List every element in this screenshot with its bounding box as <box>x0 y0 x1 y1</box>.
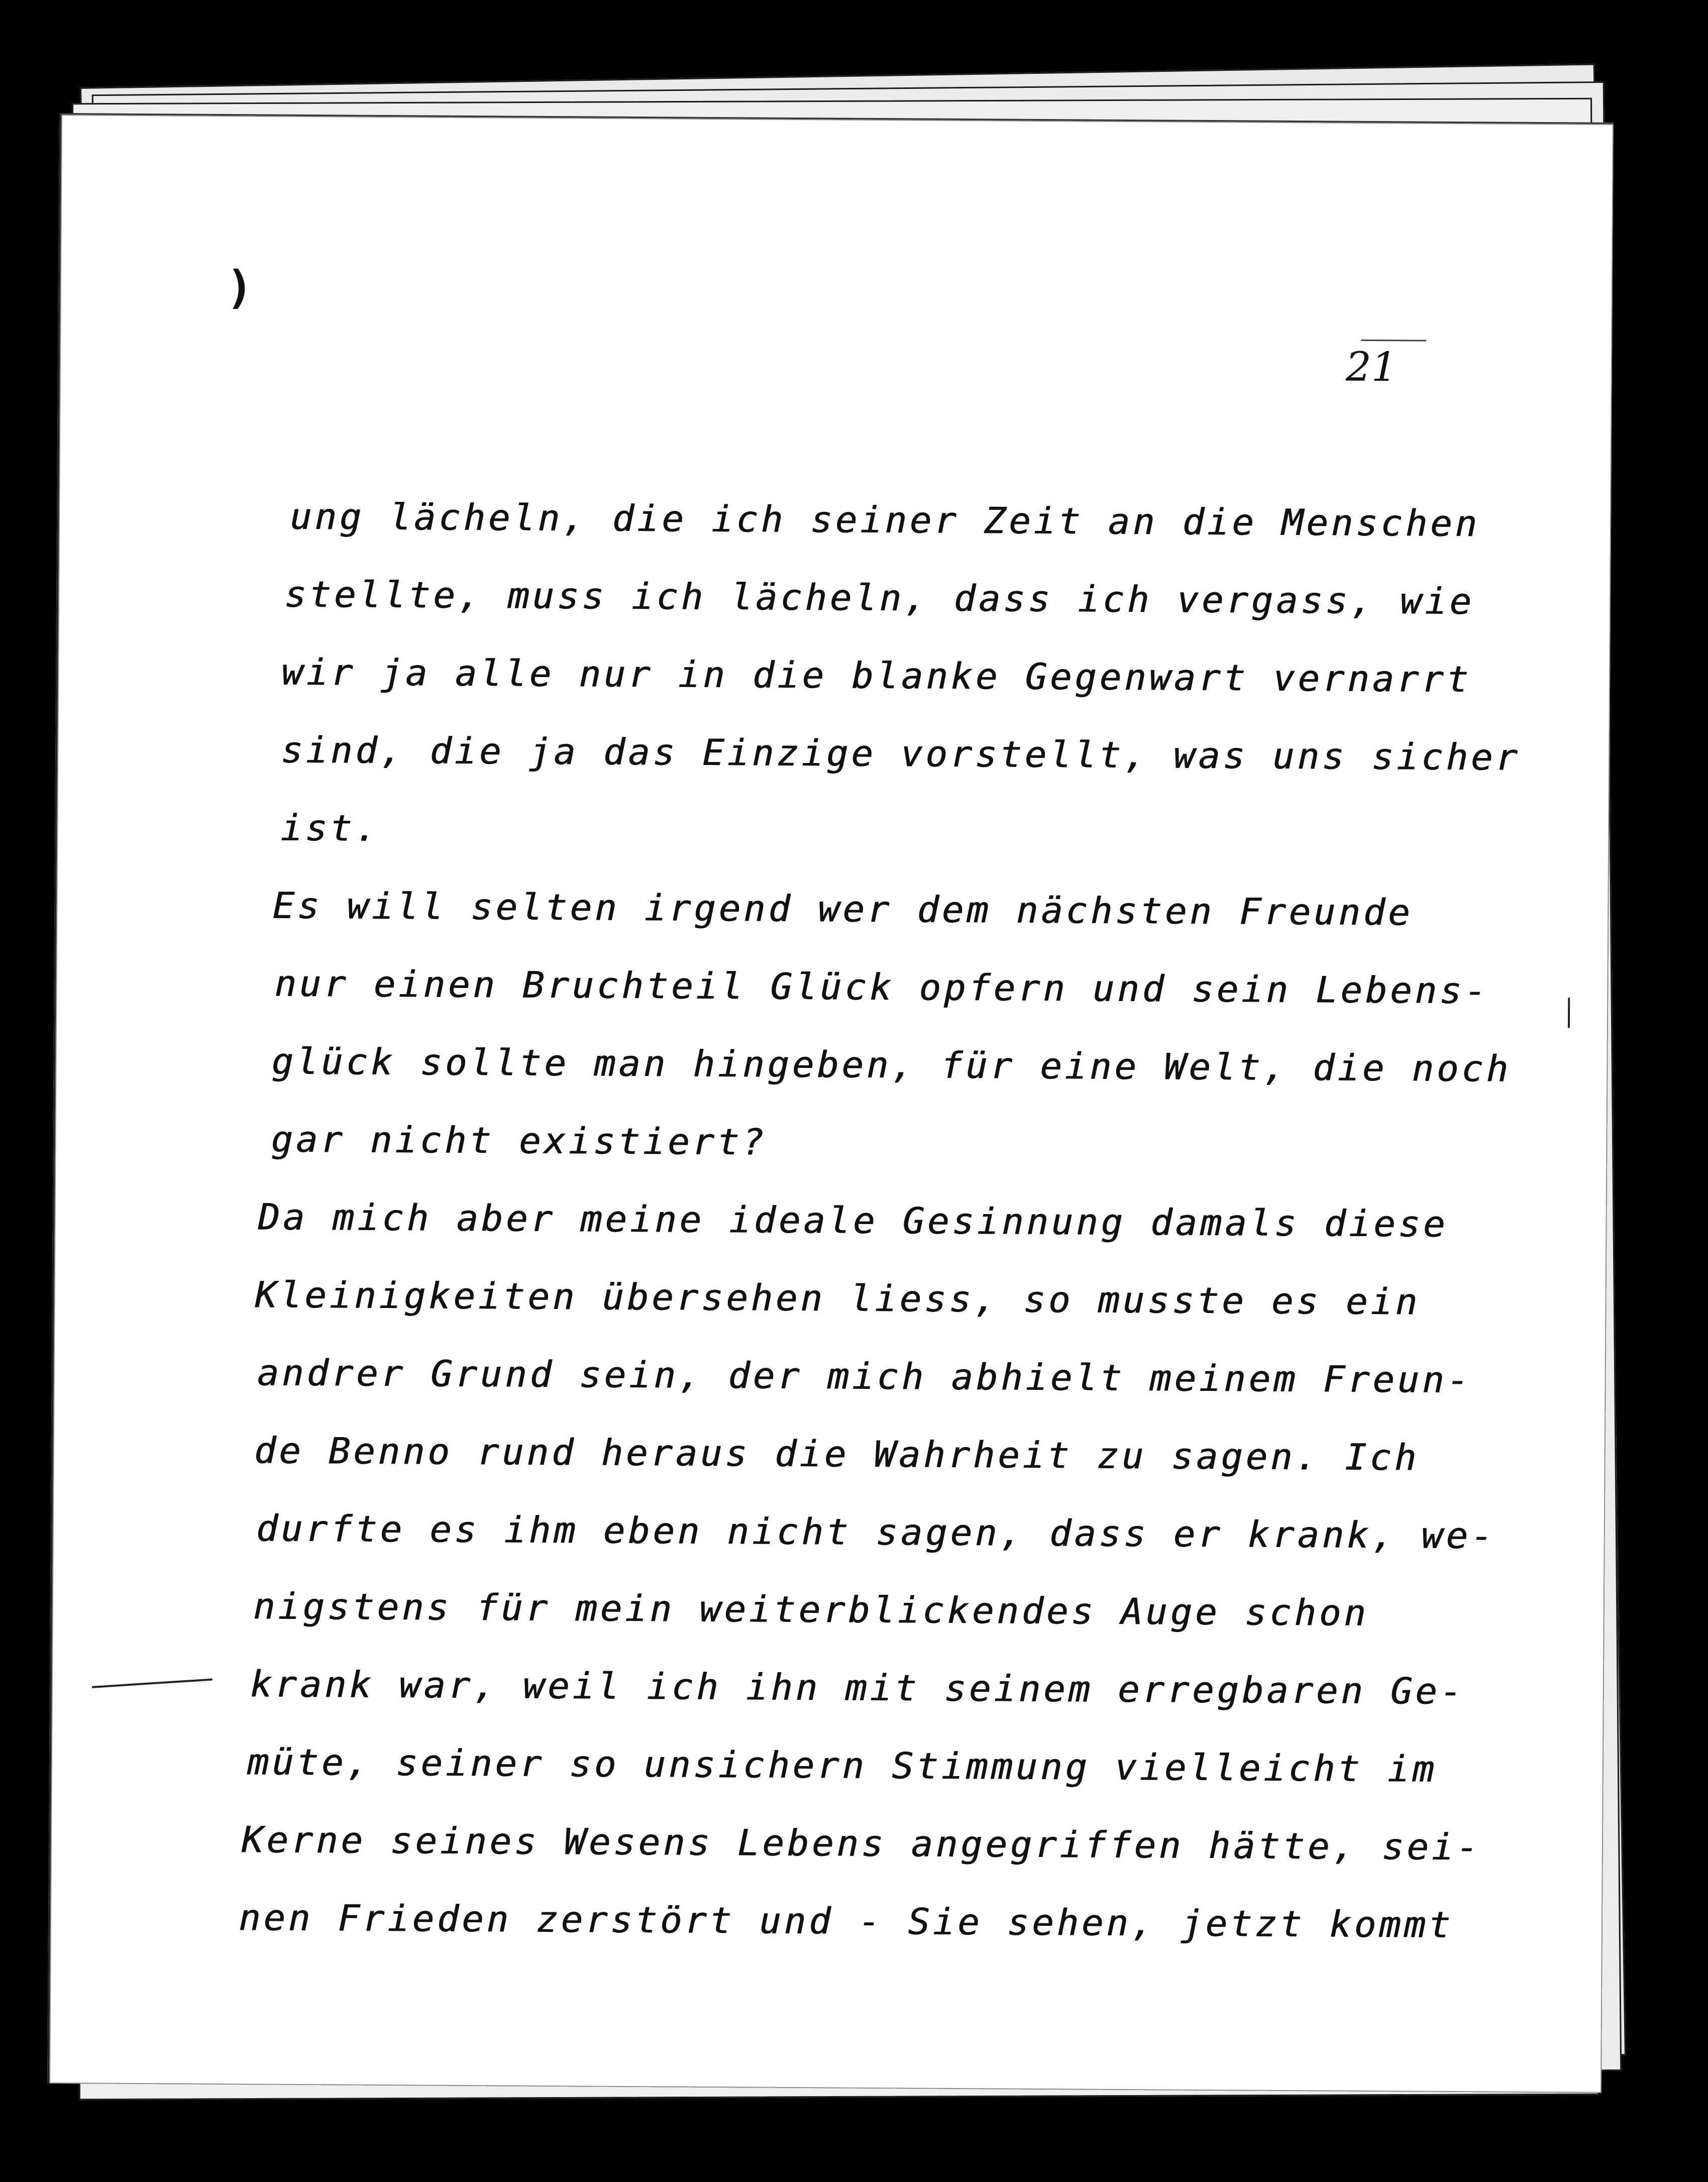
pencil-stroke <box>92 1679 212 1688</box>
text-line: Da mich aber meine ideale Gesinnung damals diese <box>258 1195 1448 1245</box>
text-line: gar nicht existiert? <box>271 1118 767 1163</box>
text-line: glück sollte man hingeben, für eine Welt, die noch <box>271 1040 1512 1090</box>
margin-mark: ) <box>226 261 254 314</box>
body-text <box>238 478 1556 1965</box>
text-line: müte, seiner so unsichern Stimmung vielleicht im <box>247 1740 1437 1790</box>
text-line: durfte es ihm eben nicht sagen, dass er krank, we- <box>256 1507 1496 1557</box>
text-line: ist. <box>280 806 380 849</box>
text-line: krank war, weil ich ihn mit seinem erregbaren Ge- <box>250 1663 1465 1713</box>
text-line: sind, die ja das Einzige vorstellt, was uns sicher <box>281 728 1521 779</box>
text-line: nigstens für mein weiterblickendes Auge schon <box>253 1585 1369 1634</box>
text-line: stellte, muss ich lächeln, dass ich vergass, wie <box>284 573 1475 623</box>
text-line: nen Frieden zerstört und - Sie sehen, jetzt kommt <box>238 1896 1454 1946</box>
text-line: ung lächeln, die ich seiner Zeit an die Menschen <box>289 495 1480 545</box>
text-line: Kerne seines Wesens Lebens angegriffen hätte, sei- <box>241 1818 1481 1869</box>
typewritten-page <box>47 113 1614 2093</box>
text-line: nur einen Bruchteil Glück opfern und sein Lebens- <box>274 962 1489 1012</box>
text-line: wir ja alle nur in die blanke Gegenwart vernarrt <box>281 650 1472 701</box>
text-line: Es will selten irgend wer dem nächsten Freunde <box>272 884 1413 934</box>
text-line: Kleinigkeiten übersehen liess, so musste es ein <box>255 1273 1421 1323</box>
text-line: andrer Grund sein, der mich abhielt meinem Freun- <box>257 1351 1472 1401</box>
pencil-stroke <box>1568 998 1570 1028</box>
text-line: de Benno rund heraus die Wahrheit zu sagen. Ich <box>254 1429 1420 1479</box>
page-number: 21 <box>1345 343 1398 391</box>
